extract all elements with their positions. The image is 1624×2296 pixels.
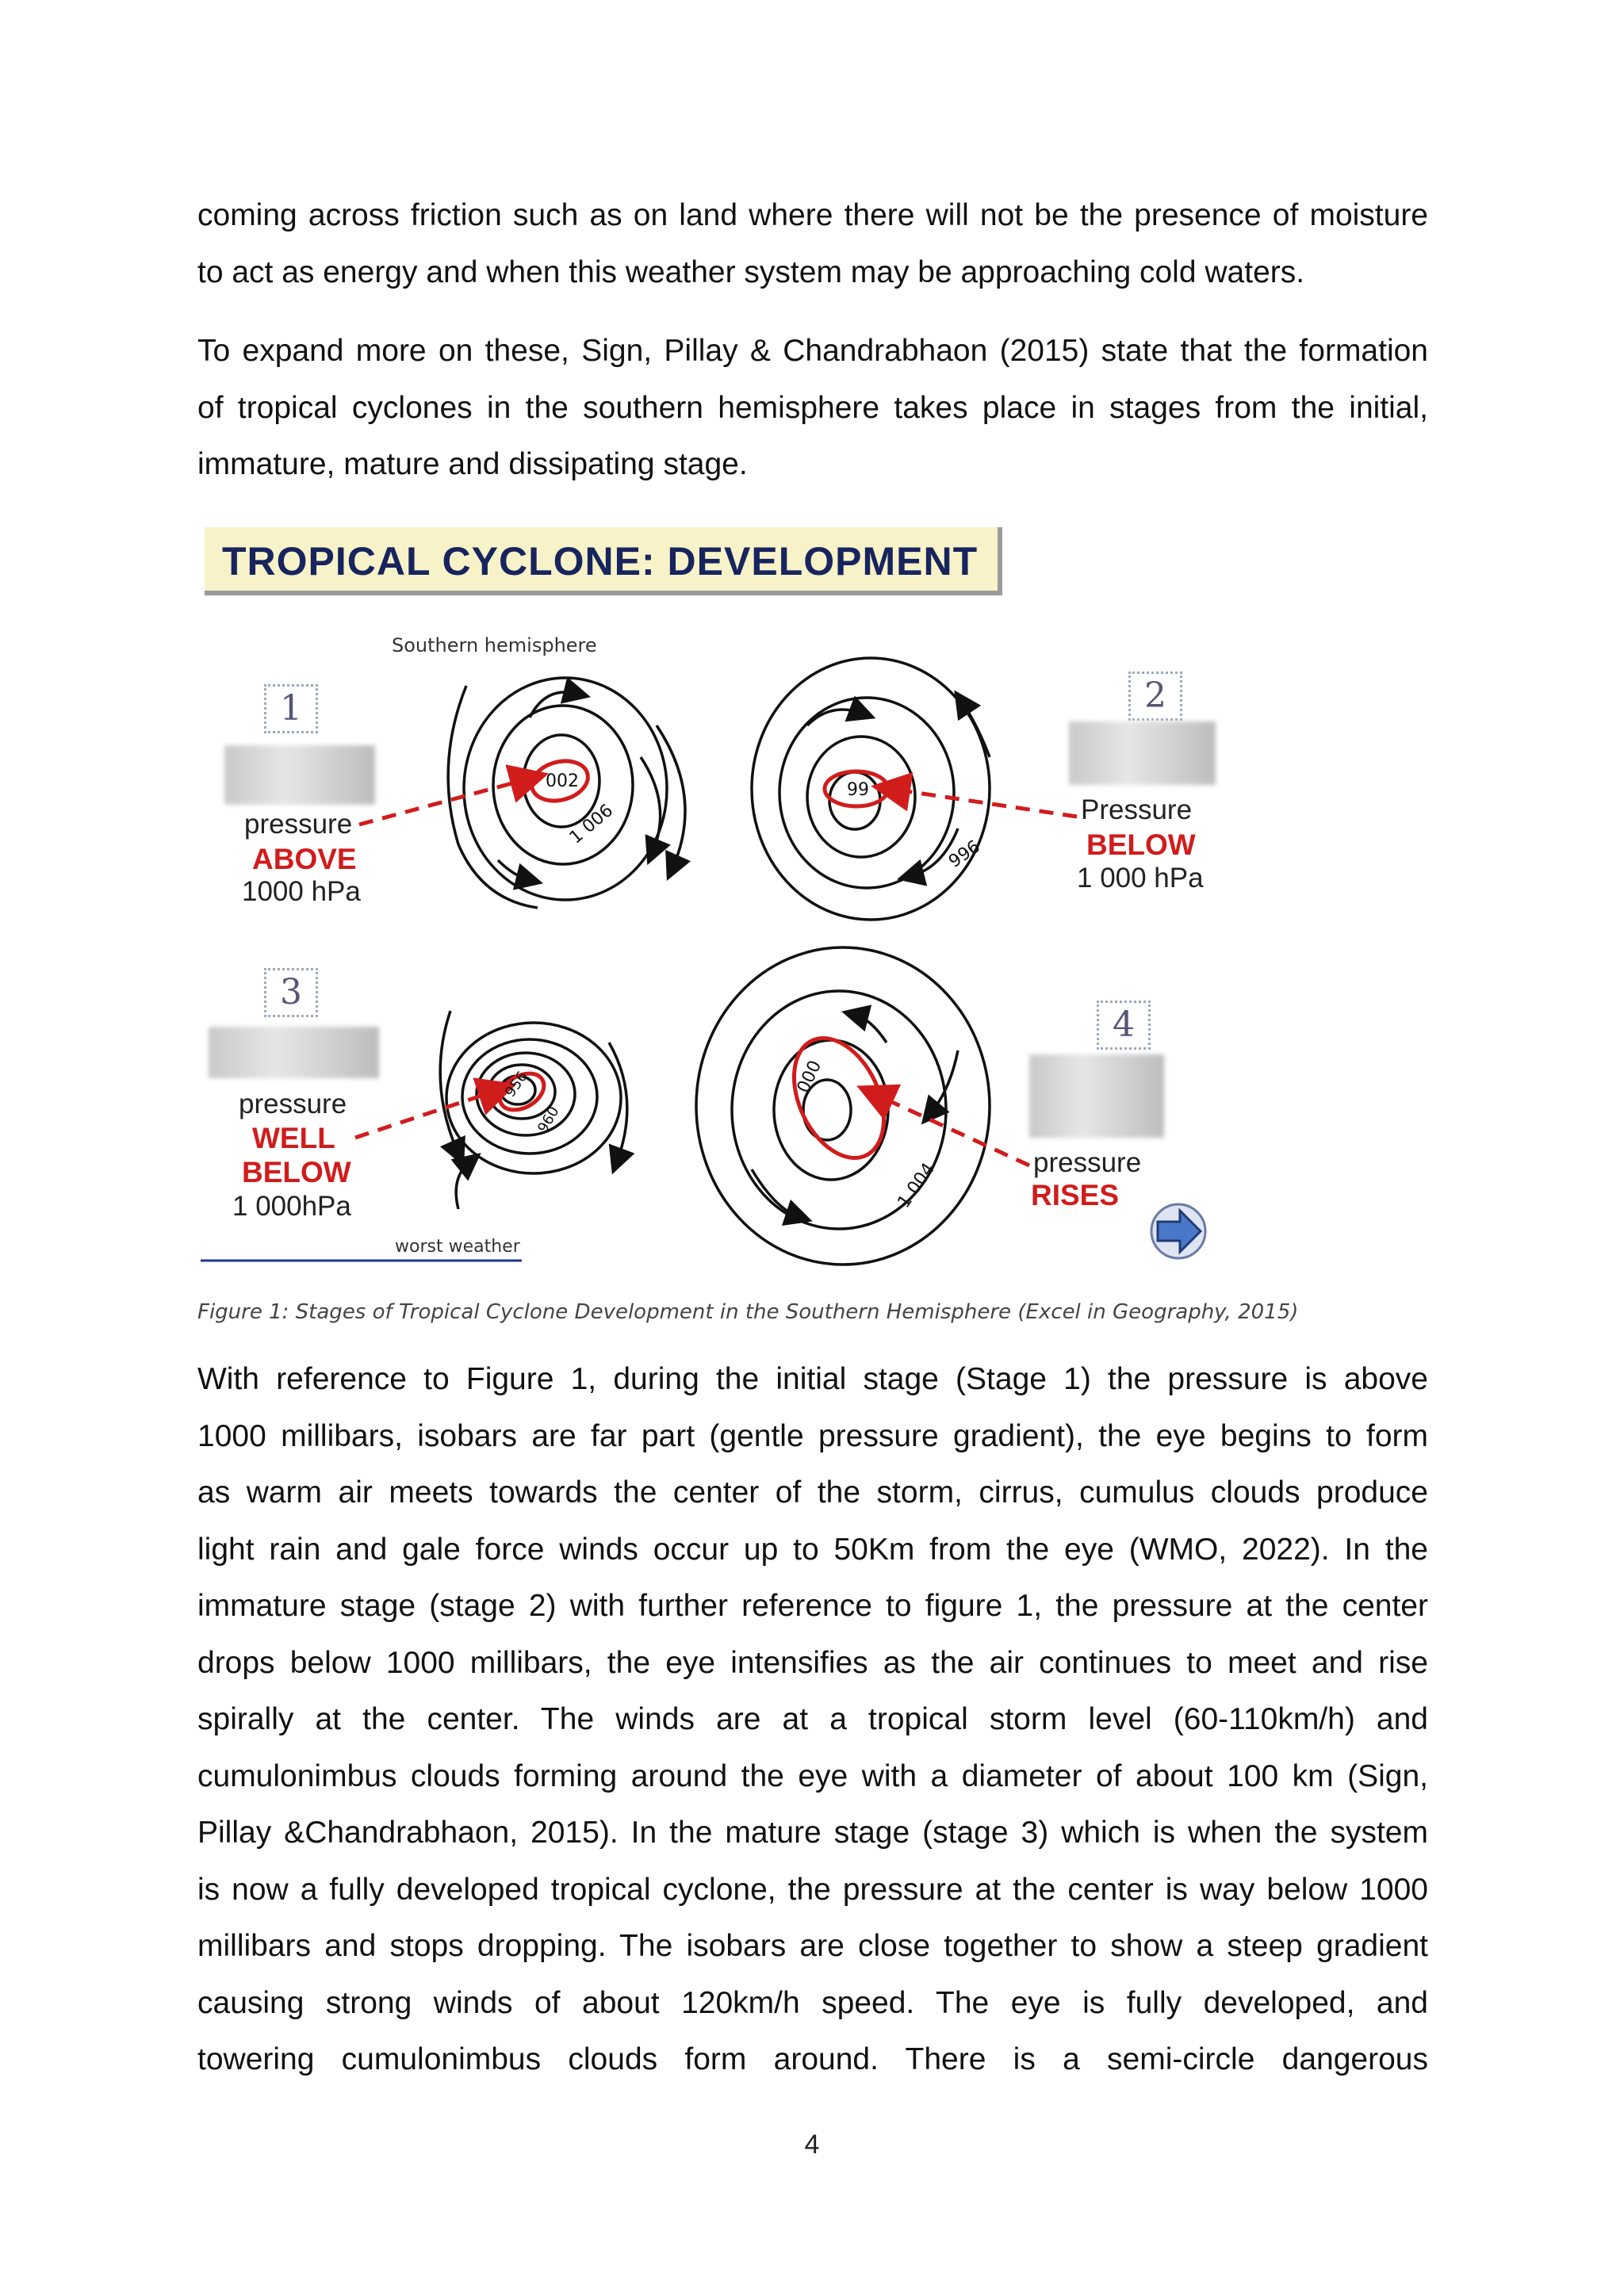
- stage3-qualifier-well: WELL: [252, 1122, 335, 1154]
- paragraph-line: immature stage (stage 2) with further reference to figure 1, the pressure at the center: [197, 1589, 1428, 1623]
- stage2-pressure-value: 1 000 hPa: [1077, 863, 1204, 894]
- worst-weather-label: worst weather: [395, 1237, 520, 1257]
- paragraph-line: light rain and gale force winds occur up to 50Km from the eye (WMO, 2022). In the: [197, 1532, 1428, 1567]
- isobar-label-stage1-outer: 1 006: [565, 800, 618, 848]
- stage-number-2: 2: [1128, 672, 1182, 721]
- paragraph-line: drops below 1000 millibars, the eye intensifies as the air continues to meet and rise: [197, 1645, 1428, 1680]
- stage4-pressure-label: pressure: [1033, 1147, 1142, 1178]
- isobar-label-stage4-outer: 1 004: [894, 1159, 940, 1212]
- paragraph-line: With reference to Figure 1, during the initial stage (Stage 1) the pressure is above: [197, 1362, 1428, 1396]
- paragraph-line: towering cumulonimbus clouds form around. There is a semi-circle dangerous: [197, 2042, 1428, 2076]
- redacted-label: [1029, 1054, 1164, 1138]
- isobar-label-stage3-outer: 960: [534, 1104, 563, 1136]
- page-number: 4: [804, 2130, 820, 2160]
- stage2-isobars: [752, 658, 990, 920]
- paragraph-line: is now a fully developed tropical cyclone, the pressure at the center is way below 1000: [197, 1872, 1428, 1907]
- stage4-isobars: [696, 947, 990, 1265]
- paragraph-line: Pillay &Chandrabhaon, 2015). In the mature stage (stage 3) which is when the system: [197, 1816, 1428, 1850]
- stage2-qualifier: BELOW: [1086, 828, 1196, 861]
- arrow-right-icon: [1151, 1204, 1205, 1258]
- stage3-pressure-label: pressure: [239, 1089, 347, 1119]
- stage1-pressure-label: pressure: [244, 809, 353, 840]
- paragraph-line: immature, mature and dissipating stage.: [197, 447, 748, 481]
- paragraph-line: coming across friction such as on land where there will not be the presence of moisture: [197, 198, 1428, 232]
- stage3-pressure-value: 1 000hPa: [232, 1191, 351, 1222]
- stage1-pressure-value: 1000 hPa: [242, 876, 361, 907]
- paragraph-line: 1000 millibars, isobars are far part (gentle pressure gradient), the eye begins to form: [197, 1418, 1428, 1453]
- stage-number-4: 4: [1097, 1001, 1151, 1050]
- cyclone-development-figure: [197, 527, 1228, 1269]
- redacted-label: [1069, 721, 1216, 785]
- paragraph-line: as warm air meets towards the center of the storm, cirrus, cumulus clouds produce: [197, 1475, 1428, 1510]
- redacted-label: [209, 1027, 379, 1078]
- paragraph-line: spirally at the center. The winds are at a tropical storm level (60-110km/h) and: [197, 1702, 1428, 1736]
- isobar-label-stage4-center: 000: [793, 1057, 826, 1096]
- paragraph-line: To expand more on these, Sign, Pillay & Chandrabhaon (2015) state that the formation: [197, 334, 1428, 368]
- isobar-label-stage1-center: 002: [546, 771, 579, 791]
- stage3-qualifier-below: BELOW: [242, 1156, 351, 1188]
- redacted-label: [224, 745, 375, 805]
- paragraph-line: causing strong winds of about 120km/h speed. The eye is fully developed, and: [197, 1985, 1428, 2020]
- paragraph-line: cumulonimbus clouds forming around the eye with a diameter of about 100 km (Sign,: [197, 1758, 1428, 1793]
- figure-caption: Figure 1: Stages of Tropical Cyclone Development in the Southern Hemisphere (Excel in Geography, 2015): [197, 1300, 1299, 1324]
- paragraph-line: millibars and stops dropping. The isobars are close together to show a steep gradient: [197, 1929, 1428, 1963]
- hemisphere-label: Southern hemisphere: [392, 634, 597, 656]
- stage2-pressure-label: Pressure: [1081, 794, 1193, 825]
- isobar-label-stage2-outer: 996: [945, 836, 984, 872]
- figure-title: TROPICAL CYCLONE: DEVELOPMENT: [222, 539, 979, 584]
- isobar-label-stage3-center: 956: [501, 1068, 531, 1100]
- stage4-qualifier: RISES: [1031, 1179, 1120, 1211]
- paragraph-stages-intro: [197, 323, 1428, 493]
- paragraph-line: of tropical cyclones in the southern hemisphere takes place in stages from the initial,: [197, 390, 1428, 425]
- paragraph-intro-continuation: [197, 187, 1428, 300]
- stage-number-1: 1: [264, 684, 318, 733]
- isobar-label-stage2-center: 99: [847, 780, 869, 800]
- stage3-isobars: [440, 1011, 627, 1209]
- paragraph-line: to act as energy and when this weather system may be approaching cold waters.: [197, 254, 1305, 289]
- stage-number-3: 3: [264, 968, 318, 1017]
- stage1-qualifier: ABOVE: [252, 843, 357, 875]
- paragraph-stage-discussion: [197, 1351, 1428, 2088]
